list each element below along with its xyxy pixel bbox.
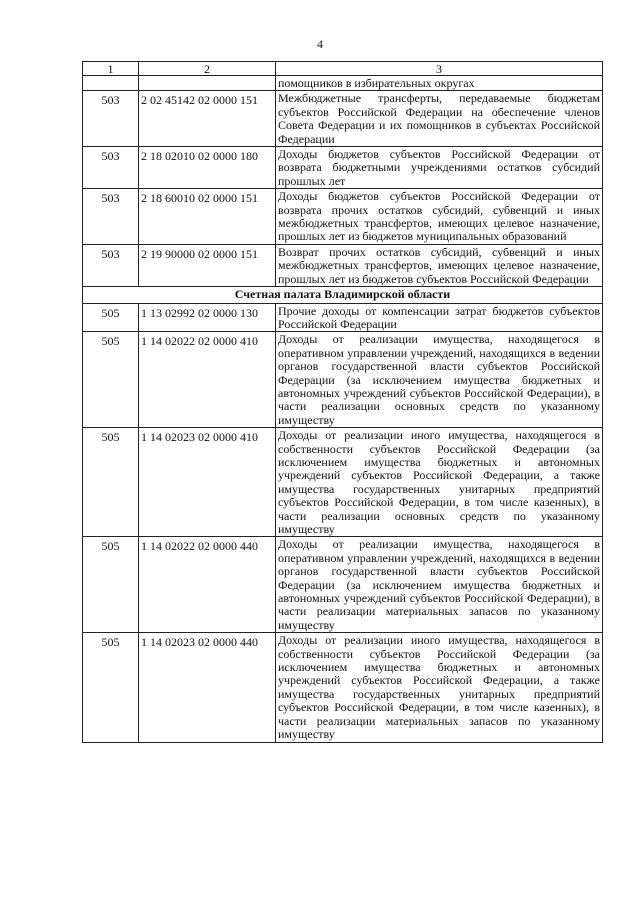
table-row — [83, 428, 603, 537]
administrator-code-cell: 503 — [83, 189, 139, 245]
table-row — [83, 189, 603, 245]
column-header-1: 1 — [83, 62, 139, 76]
section-title: Счетная палата Владимирской области — [83, 287, 603, 303]
administrator-code-cell — [83, 76, 139, 91]
administrator-code-cell: 503 — [83, 91, 139, 147]
revenue-name-cell: Прочие доходы от компенсации затрат бюджетов субъектов Российской Федерации — [276, 303, 603, 332]
table-body — [83, 76, 603, 743]
administrator-code-cell: 503 — [83, 244, 139, 286]
revenue-code-cell: 1 14 02023 02 0000 440 — [139, 633, 276, 742]
revenue-codes-table — [82, 61, 603, 743]
revenue-name-cell: Доходы от реализации имущества, находящегося в оперативном управлении учреждений, находящихся в ведении органов государственной власти субъектов Российской Федерации (за исключением имущества бюджетных и автономных учреждений субъектов Российской Федерации), в части реализации основных средств по указанному имуществу — [276, 332, 603, 428]
revenue-name-cell: Доходы бюджетов субъектов Российской Федерации от возврата прочих остатков субсидий, субвенций и иных межбюджетных трансфертов, имеющих целевое назначение, прошлых лет из бюджетов муниципальных образований — [276, 189, 603, 245]
revenue-code-cell: 1 14 02022 02 0000 440 — [139, 537, 276, 633]
table-header-row — [83, 62, 603, 76]
administrator-code-cell: 505 — [83, 428, 139, 537]
administrator-code-cell: 505 — [83, 633, 139, 742]
table-row — [83, 147, 603, 189]
revenue-code-cell: 1 14 02023 02 0000 410 — [139, 428, 276, 537]
table-row — [83, 91, 603, 147]
table-row — [83, 332, 603, 428]
administrator-code-cell: 503 — [83, 147, 139, 189]
administrator-code-cell: 505 — [83, 332, 139, 428]
revenue-code-cell: 1 13 02992 02 0000 130 — [139, 303, 276, 332]
table-row — [83, 303, 603, 332]
revenue-code-cell: 2 19 90000 02 0000 151 — [139, 244, 276, 286]
administrator-code-cell: 505 — [83, 537, 139, 633]
revenue-name-cell: помощников в избирательных округах — [276, 76, 603, 91]
revenue-name-cell: Доходы бюджетов субъектов Российской Федерации от возврата бюджетными учреждениями остатков субсидий прошлых лет — [276, 147, 603, 189]
revenue-code-cell: 1 14 02022 02 0000 410 — [139, 332, 276, 428]
section-header-row — [83, 287, 603, 303]
revenue-name-cell: Доходы от реализации иного имущества, находящегося в собственности субъектов Российской Федерации (за исключением имущества бюджетных и автономных учреждений субъектов Российской Федерации, а также имущества государственных унитарных предприятий субъектов Российской Федерации, в том числе казенных), в части реализации материальных запасов по указанному имуществу — [276, 633, 603, 742]
revenue-name-cell: Межбюджетные трансферты, передаваемые бюджетам субъектов Российской Федерации на обеспечение членов Совета Федерации и их помощников в субъектах Российской Федерации — [276, 91, 603, 147]
table-row — [83, 633, 603, 742]
page-number: 4 — [317, 37, 323, 51]
table-row — [83, 76, 603, 91]
revenue-name-cell: Доходы от реализации иного имущества, находящегося в собственности субъектов Российской Федерации (за исключением имущества бюджетных и автономных учреждений субъектов Российской Федерации, а также имущества государственных унитарных предприятий субъектов Российской Федерации, в том числе казенных), в части реализации основных средств по указанному имуществу — [276, 428, 603, 537]
revenue-code-cell — [139, 76, 276, 91]
table-row — [83, 244, 603, 286]
column-header-2: 2 — [139, 62, 276, 76]
revenue-code-cell: 2 18 60010 02 0000 151 — [139, 189, 276, 245]
column-header-3: 3 — [276, 62, 603, 76]
revenue-name-cell: Возврат прочих остатков субсидий, субвенций и иных межбюджетных трансфертов, имеющих целевое назначение, прошлых лет из бюджетов субъектов Российской Федерации — [276, 244, 603, 286]
revenue-name-cell: Доходы от реализации имущества, находящегося в оперативном управлении учреждений, находящихся в ведении органов государственной власти субъектов Российской Федерации (за исключением имущества бюджетных и автономных учреждений субъектов Российской Федерации), в части реализации материальных запасов по указанному имуществу — [276, 537, 603, 633]
revenue-code-cell: 2 18 02010 02 0000 180 — [139, 147, 276, 189]
table-row — [83, 537, 603, 633]
administrator-code-cell: 505 — [83, 303, 139, 332]
revenue-code-cell: 2 02 45142 02 0000 151 — [139, 91, 276, 147]
